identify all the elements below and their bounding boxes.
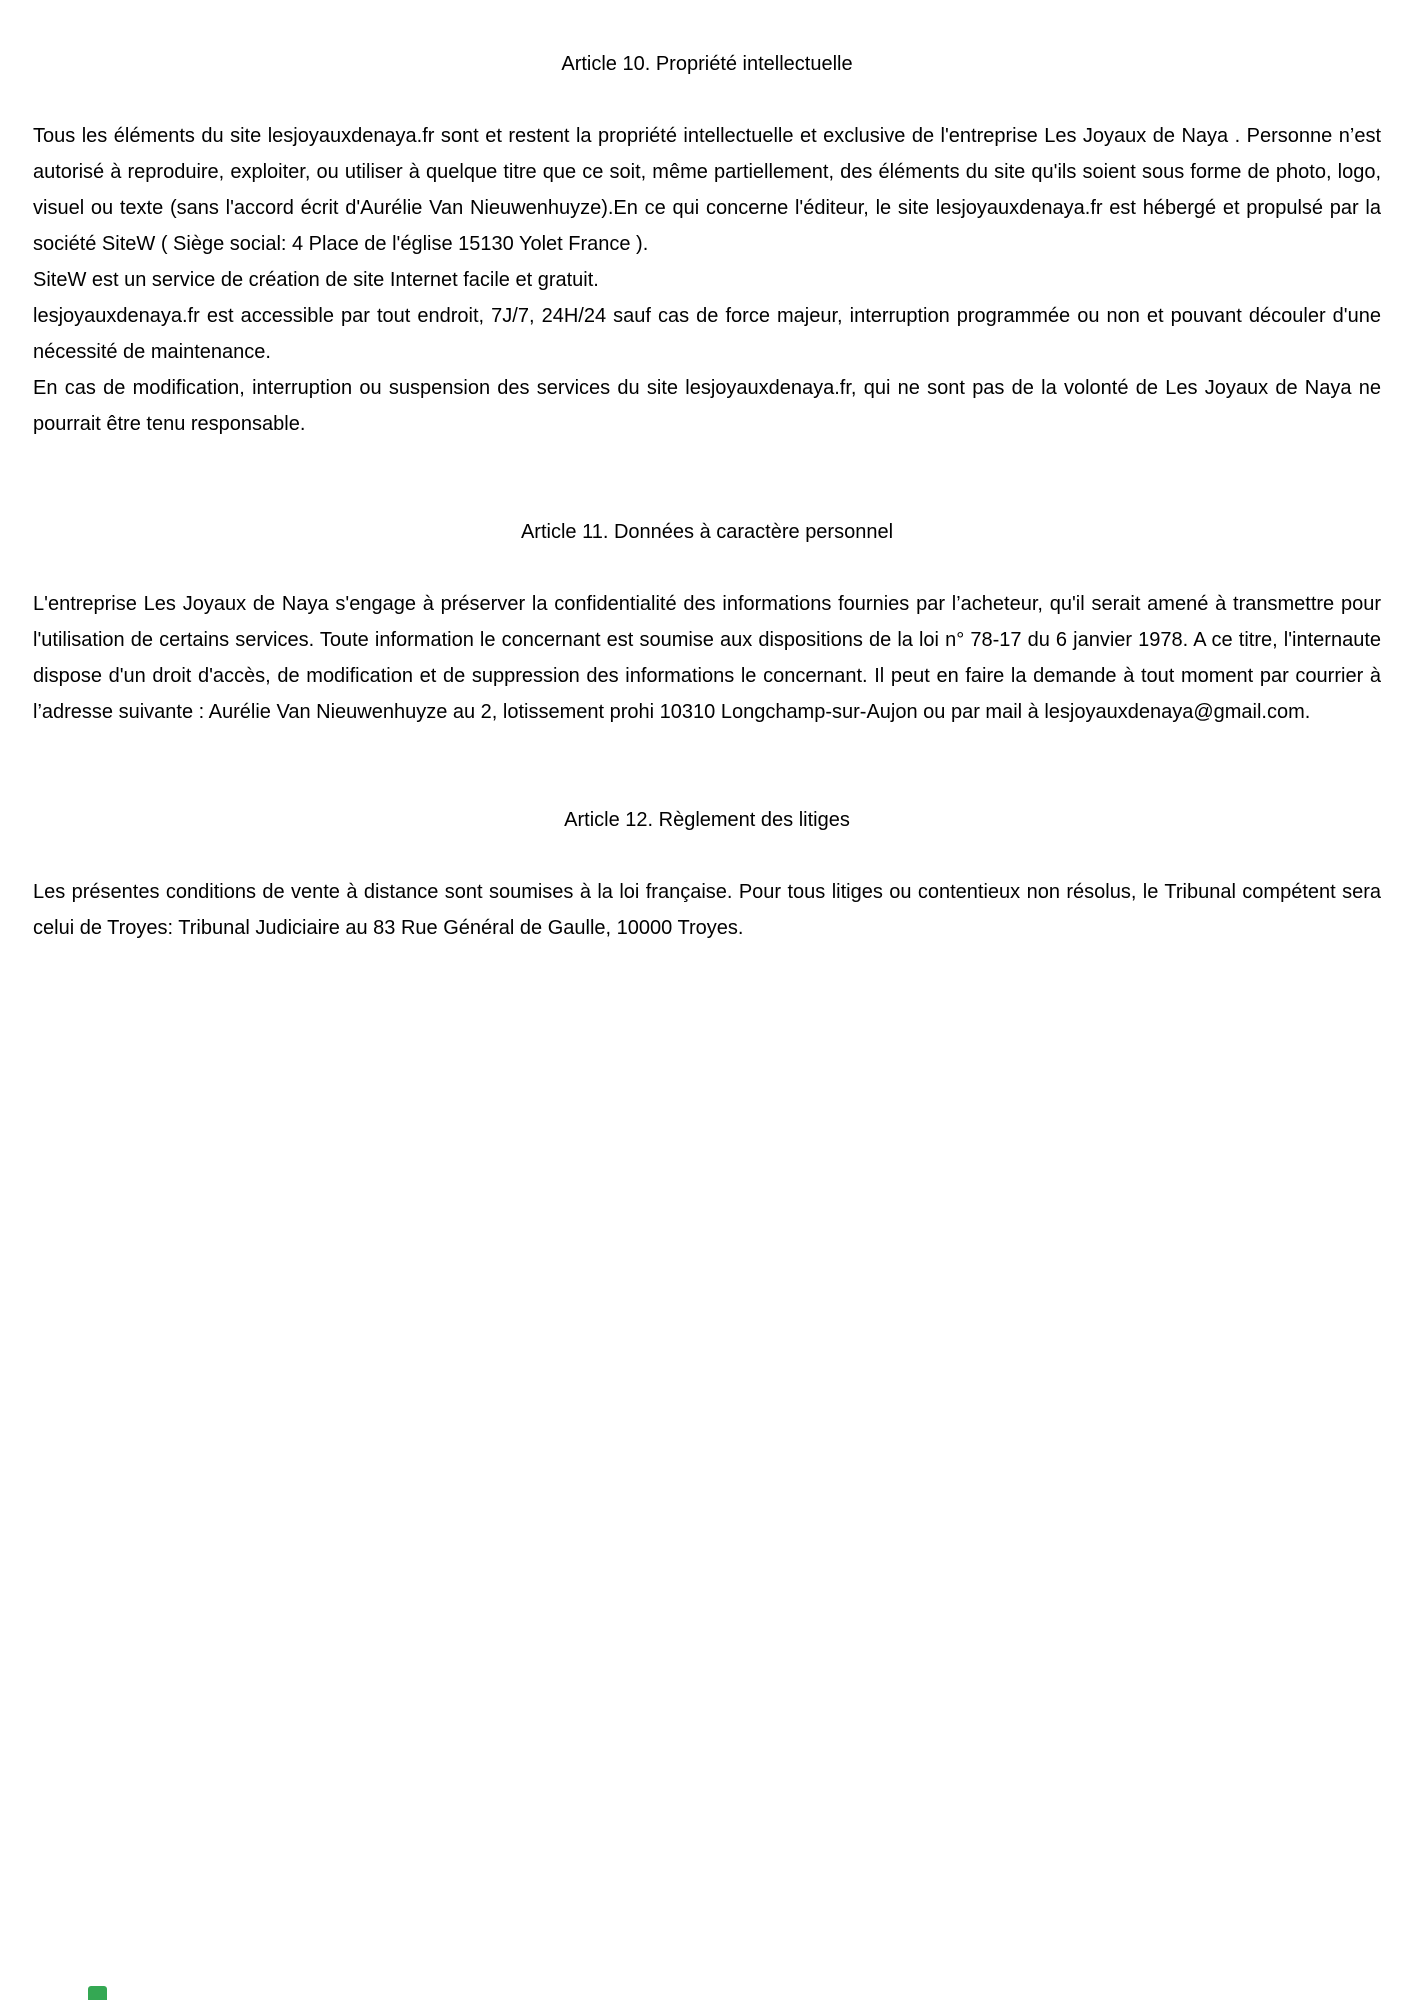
paragraph-article-12-disputes: Les présentes conditions de vente à distance sont soumises à la loi française. Pour tous litiges ou contentieux non résolus, le Tribunal compétent sera celui de Troyes: Tribunal Judiciaire au 83 Rue Général de Gaulle, 10000 Troyes. xyxy=(33,881,1381,939)
paragraph-article-10-liability: En cas de modification, interruption ou suspension des services du site lesjoyauxdenaya.fr, qui ne sont pas de la volonté de Les Joyaux de Naya ne pourrait être tenu responsable. xyxy=(33,377,1381,435)
paragraph-article-10-sitew: SiteW est un service de création de site Internet facile et gratuit. xyxy=(33,269,599,291)
section-title-article-10: Article 10. Propriété intellectuelle xyxy=(561,53,853,75)
paragraph-article-10-intellectual-property: Tous les éléments du site lesjoyauxdenaya.fr sont et restent la propriété intellectuelle et exclusive de l'entreprise Les Joyaux de Naya . Personne n’est autorisé à reproduire, exploiter, ou utiliser à quelque titre que ce soit, même partiellement, des éléments du site qu'ils soient sous forme de photo, logo, visuel ou texte (sans l'accord écrit d'Aurélie Van Nieuwenhuyze).En ce qui concerne l'éditeur, le site lesjoyauxdenaya.fr est hébergé et propulsé par la société SiteW ( Siège social: 4 Place de l'église 15130 Yolet France ). xyxy=(33,125,1381,255)
paragraph-article-10-availability: lesjoyauxdenaya.fr est accessible par tout endroit, 7J/7, 24H/24 sauf cas de force majeur, interruption programmée ou non et pouvant découler d'une nécessité de maintenance. xyxy=(33,305,1381,363)
bottom-left-widget-fragment[interactable] xyxy=(88,1986,107,2000)
paragraph-article-11-personal-data: L'entreprise Les Joyaux de Naya s'engage à préserver la confidentialité des informations fournies par l’acheteur, qu'il serait amené à transmettre pour l'utilisation de certains services. Toute information le concernant est soumise aux dispositions de la loi n° 78-17 du 6 janvier 1978. A ce titre, l'internaute dispose d'un droit d'accès, de modification et de suppression des informations le concernant. Il peut en faire la demande à tout moment par courrier à l’adresse suivante : Aurélie Van Nieuwenhuyze au 2, lotissement prohi 10310 Longchamp-sur-Aujon ou par mail à lesjoyauxdenaya@gmail.com. xyxy=(33,593,1381,723)
terms-document xyxy=(0,0,1414,946)
section-title-article-12: Article 12. Règlement des litiges xyxy=(564,809,850,831)
section-title-article-11: Article 11. Données à caractère personnel xyxy=(520,521,894,543)
